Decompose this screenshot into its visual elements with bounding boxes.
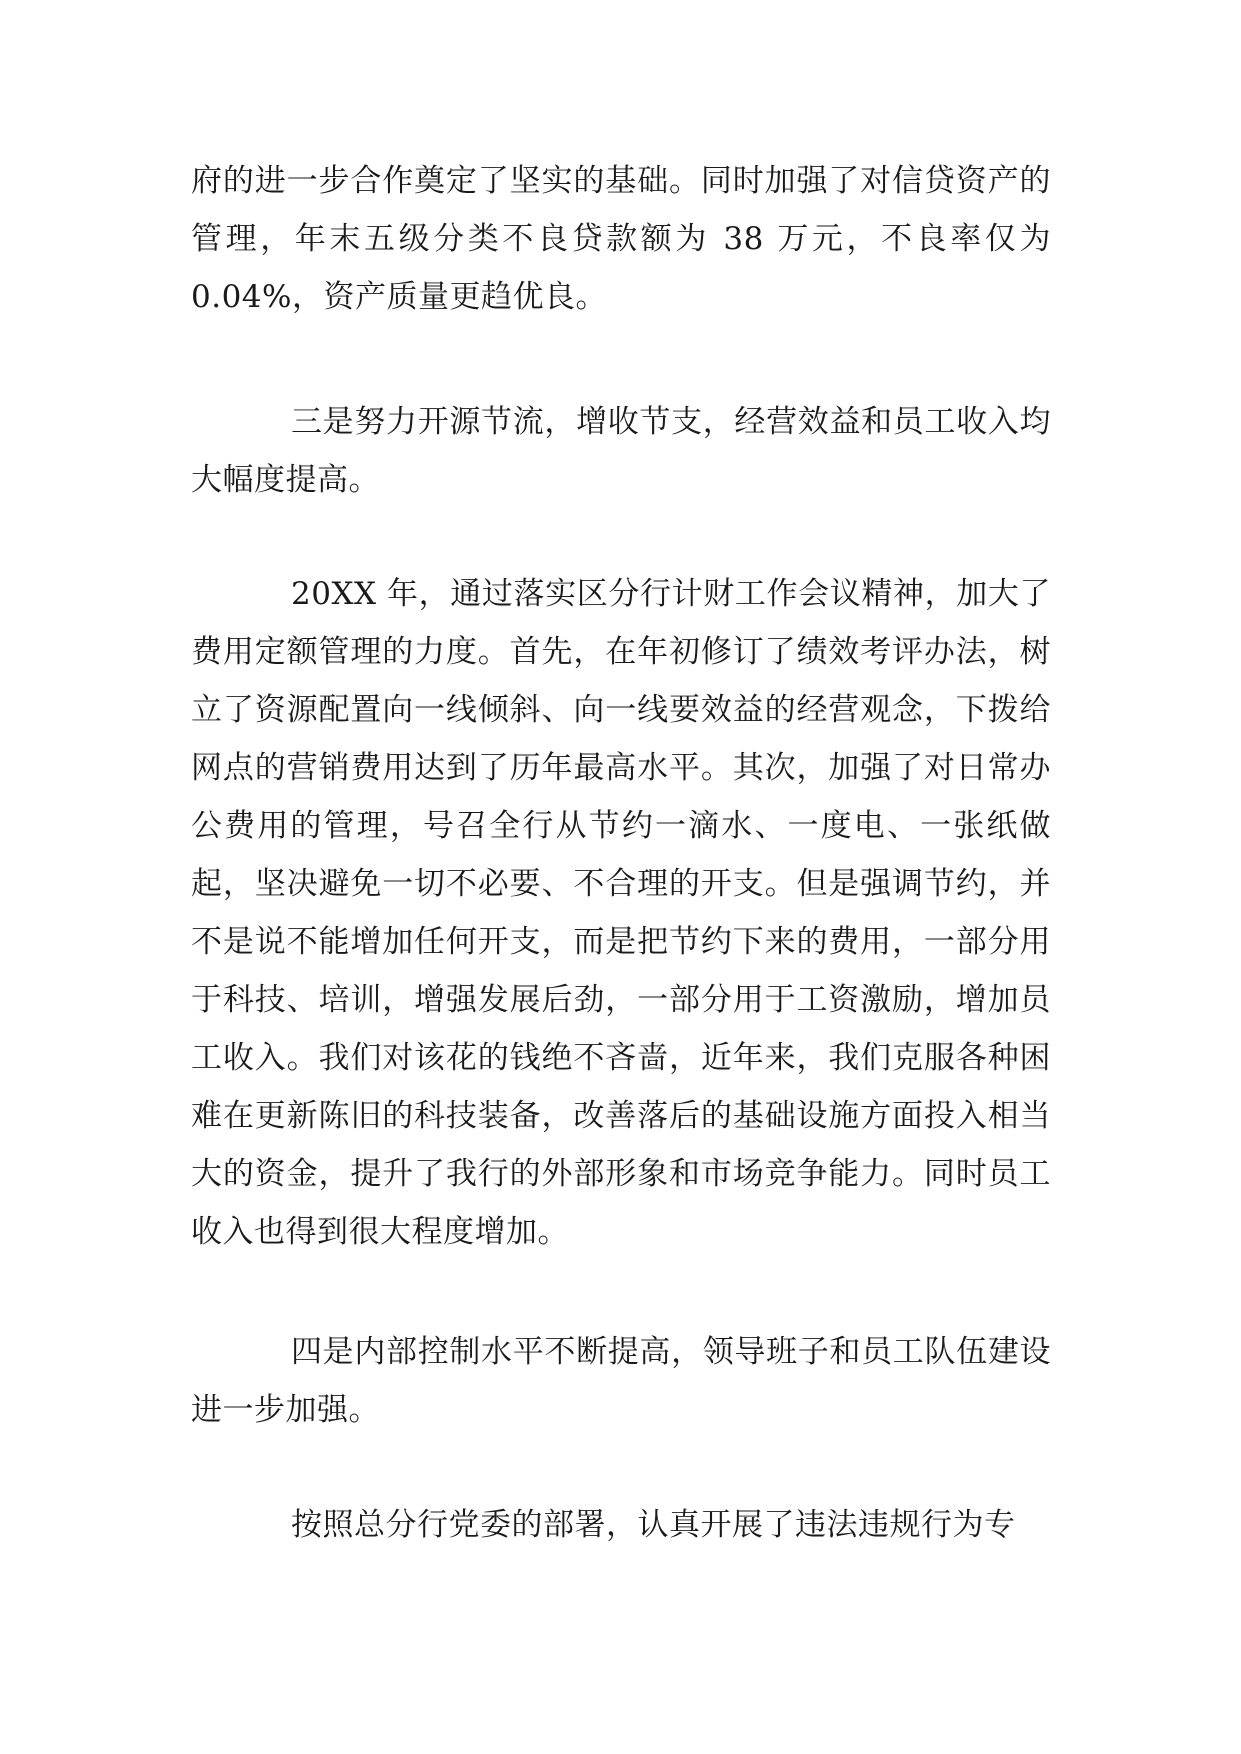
paragraph-party-committee: 按照总分行党委的部署，认真开展了违法违规行为专 <box>291 1507 1016 1543</box>
paragraph-continuation: 府的进一步合作奠定了坚实的基础。同时加强了对信贷资产的管理，年末五级分类不良贷款额为 38 万元，不良率仅为 0.04%，资产质量更趋优良。 <box>191 163 1051 315</box>
paragraph-section-three-heading: 三是努力开源节流，增收节支，经营效益和员工收入均大幅度提高。 <box>191 404 1051 498</box>
paragraph-cost-management: 20XX 年，通过落实区分行计财工作会议精神，加大了费用定额管理的力度。首先，在年初修订了绩效考评办法，树立了资源配置向一线倾斜、向一线要效益的经营观念，下拨给网点的营销费用达到了历年最高水平。其次，加强了对日常办公费用的管理，号召全行从节约一滴水、一度电、一张纸做起，坚决避免一切不必要、不合理的开支。但是强调节约，并不是说不能增加任何开支，而是把节约下来的费用，一部分用于科技、培训，增强发展后劲，一部分用于工资激励，增加员工收入。我们对该花的钱绝不吝啬，近年来，我们克服各种困难在更新陈旧的科技装备，改善落后的基础设施方面投入相当大的资金，提升了我行的外部形象和市场竞争能力。同时员工收入也得到很大程度增加。 <box>191 576 1051 1250</box>
paragraph-section-four-heading: 四是内部控制水平不断提高，领导班子和员工队伍建设进一步加强。 <box>191 1334 1051 1428</box>
